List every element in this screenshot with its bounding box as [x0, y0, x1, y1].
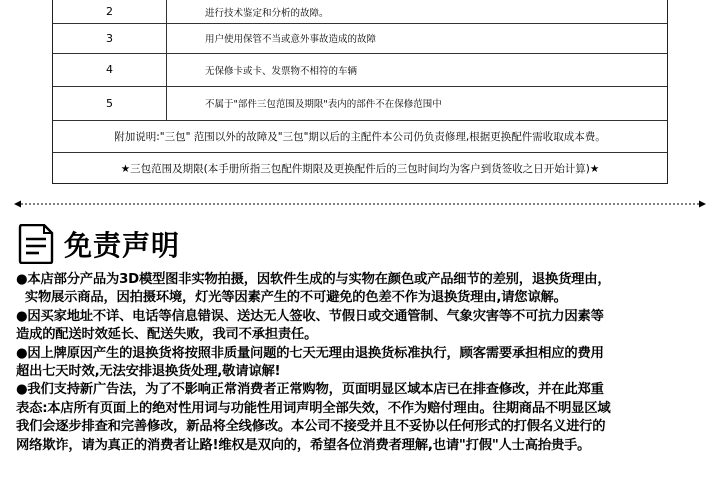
disclaimer-line: 表态:本店所有页面上的绝对性用词与功能性用词声明全部失效，不作为赔付理由。往期商品不明显区域: [16, 400, 611, 416]
row-description: 不属于"部件三包范围及期限"表内的部件不在保修范围中: [205, 99, 442, 110]
warranty-table: [52, 0, 668, 184]
disclaimer-paragraph: [16, 271, 712, 308]
disclaimer-line: ●因买家地址不详、电话等信息错误、送达无人签收、节假日或交通管制、气象灾害等不可抗力因素等: [16, 308, 604, 324]
section-divider: [14, 200, 706, 208]
table-row: [53, 0, 667, 24]
table-note-row: [53, 120, 667, 153]
table-scope: ★三包范围及期限(本手册所指三包配件期限及更换配件后的三包时间均为客户到货签收之日开始计算)★: [120, 162, 600, 175]
disclaimer-line: 我们会逐步排查和完善修改，新品将全线修改。本公司不接受并且不妥协以任何形式的打假名义进行的: [16, 419, 606, 435]
disclaimer-paragraph: [16, 381, 712, 455]
row-number: 2: [53, 0, 167, 23]
disclaimer-title: 免责声明: [64, 229, 181, 262]
disclaimer-paragraph: [16, 308, 712, 345]
table-note: 附加说明:"三包" 范围以外的故障及"三包"期以后的主配件本公司仍负责修理,根据更换配件需收取成本费。: [114, 130, 606, 143]
disclaimer-line: 网络欺诈，请为真正的消费者让路!维权是双向的，希望各位消费者理解,也请"打假"人士高抬贵手。: [16, 437, 591, 453]
disclaimer-line: 超出七天时效,无法安排退换货处理,敬请谅解!: [16, 364, 281, 380]
disclaimer-paragraph: [16, 345, 712, 382]
row-number: 3: [53, 23, 167, 53]
row-number: 5: [53, 86, 167, 120]
table-row: [53, 86, 667, 121]
row-description: 用户使用保管不当或意外事故造成的故障: [205, 34, 377, 45]
disclaimer-line: ●本店部分产品为3D模型图非实物拍摄，因软件生成的与实物在颜色或产品细节的差别，退换货理由，: [16, 272, 611, 287]
disclaimer-body: [16, 271, 712, 455]
document-list-icon: [18, 224, 54, 264]
disclaimer-line: 造成的配送时效延长、配送失败，我司不承担责任。: [16, 327, 318, 343]
table-row: [53, 53, 667, 87]
row-description: 进行技术鉴定和分析的故障。: [205, 7, 329, 19]
table-row: [53, 23, 667, 54]
row-number: 4: [53, 53, 167, 86]
table-scope-row: [53, 152, 667, 184]
disclaimer-header: [18, 222, 180, 266]
disclaimer-line: ●我们支持新广告法，为了不影响正常消费者正常购物，页面明显区域本店已在排查修改，并在此郑重: [16, 382, 604, 398]
row-description: 无保修卡或卡、发票物不相符的车辆: [205, 65, 358, 77]
disclaimer-line: ●因上牌原因产生的退换货将按照非质量问题的七天无理由退换货标准执行，顾客需要承担相应的费用: [16, 345, 604, 361]
disclaimer-line: 实物展示商品，因拍摄环境，灯光等因素产生的不可避免的色差不作为退换货理由,请您谅解。: [16, 290, 567, 306]
